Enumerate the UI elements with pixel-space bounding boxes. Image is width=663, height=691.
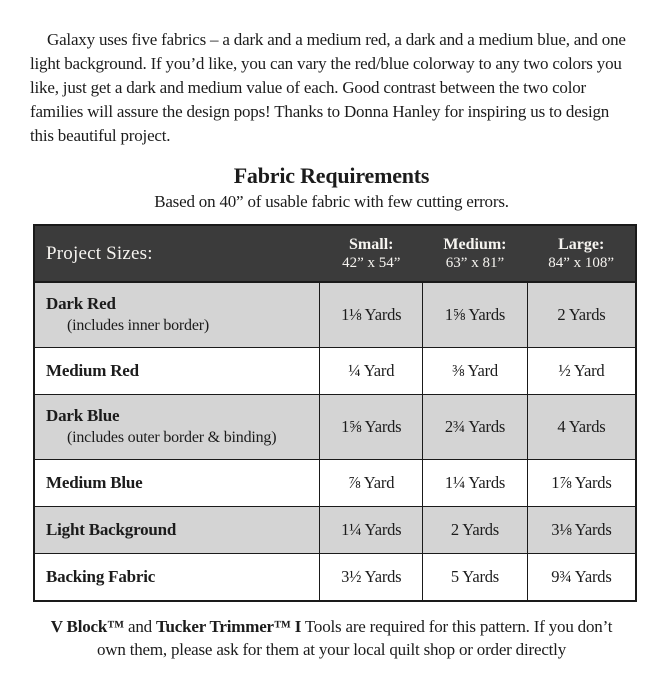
pattern-page bbox=[0, 28, 663, 691]
fabric-name: Backing Fabric bbox=[46, 566, 156, 586]
column-label-large: Large: bbox=[558, 235, 605, 253]
yardage-large: 4 Yards bbox=[527, 395, 636, 460]
yardage-medium: 1¼ Yards bbox=[423, 460, 528, 507]
yardage-large: 2 Yards bbox=[527, 282, 636, 348]
table-row-medium-red bbox=[34, 348, 636, 395]
column-label-medium: Medium: bbox=[443, 235, 507, 253]
column-label-small: Small: bbox=[349, 235, 394, 253]
fabric-note: (includes inner border) bbox=[67, 317, 210, 334]
yardage-large: ½ Yard bbox=[527, 348, 636, 395]
fabric-note: (includes outer border & binding) bbox=[67, 429, 277, 446]
fabric-name: Light Background bbox=[46, 520, 177, 539]
yardage-medium: 2 Yards bbox=[423, 507, 528, 554]
section-title: Fabric Requirements bbox=[233, 163, 430, 188]
yardage-small: 1⅛ Yards bbox=[320, 282, 423, 348]
yardage-medium: 2¾ Yards bbox=[423, 395, 528, 460]
section-subtitle: Based on 40” of usable fabric with few cutting errors. bbox=[154, 192, 509, 211]
yardage-large: 9¾ Yards bbox=[527, 554, 636, 601]
column-header-small bbox=[320, 225, 423, 282]
yardage-large: 1⅞ Yards bbox=[527, 460, 636, 507]
intro-paragraph: Galaxy uses five fabrics – a dark and a medium red, a dark and a medium blue, and one light background. If you’d like, you can vary the red/blue colorway to any two colors you like, just get a dark and medium value of each. Good contrast between the two color families will assure the design pops! Thanks to Donna Hanley for inspiring us to design this beautiful project. bbox=[30, 30, 626, 145]
table-header-row bbox=[34, 225, 636, 282]
column-header-medium bbox=[423, 225, 528, 282]
column-size-small: 42” x 54” bbox=[342, 254, 401, 271]
fabric-name: Dark Red bbox=[46, 294, 116, 313]
table-row-dark-blue bbox=[34, 395, 636, 460]
fabric-requirements-table bbox=[33, 224, 637, 602]
table-row-medium-blue bbox=[34, 460, 636, 507]
yardage-medium: 5 Yards bbox=[423, 554, 528, 601]
column-header-large bbox=[527, 225, 636, 282]
fabric-name: Medium Red bbox=[46, 361, 139, 380]
project-sizes-label: Project Sizes: bbox=[34, 225, 320, 282]
yardage-large: 3⅛ Yards bbox=[527, 507, 636, 554]
table-row-dark-red bbox=[34, 282, 636, 348]
yardage-small: 1⅝ Yards bbox=[320, 395, 423, 460]
yardage-medium: ⅜ Yard bbox=[423, 348, 528, 395]
yardage-small: 3½ Yards bbox=[320, 554, 423, 601]
yardage-small: ⅞ Yard bbox=[320, 460, 423, 507]
table-row-light-background bbox=[34, 507, 636, 554]
yardage-small: ¼ Yard bbox=[320, 348, 423, 395]
table-row-backing-fabric bbox=[34, 554, 636, 601]
column-size-large: 84” x 108” bbox=[548, 254, 615, 271]
yardage-small: 1¼ Yards bbox=[320, 507, 423, 554]
fabric-name: Dark Blue bbox=[46, 406, 120, 425]
footer-note: V Block™ and Tucker Trimmer™ I Tools are required for this pattern. If you don’t own them, please ask for them at your local quilt shop or order directly bbox=[50, 616, 613, 659]
yardage-medium: 1⅝ Yards bbox=[423, 282, 528, 348]
column-size-medium: 63” x 81” bbox=[445, 254, 505, 271]
fabric-name: Medium Blue bbox=[46, 473, 143, 492]
